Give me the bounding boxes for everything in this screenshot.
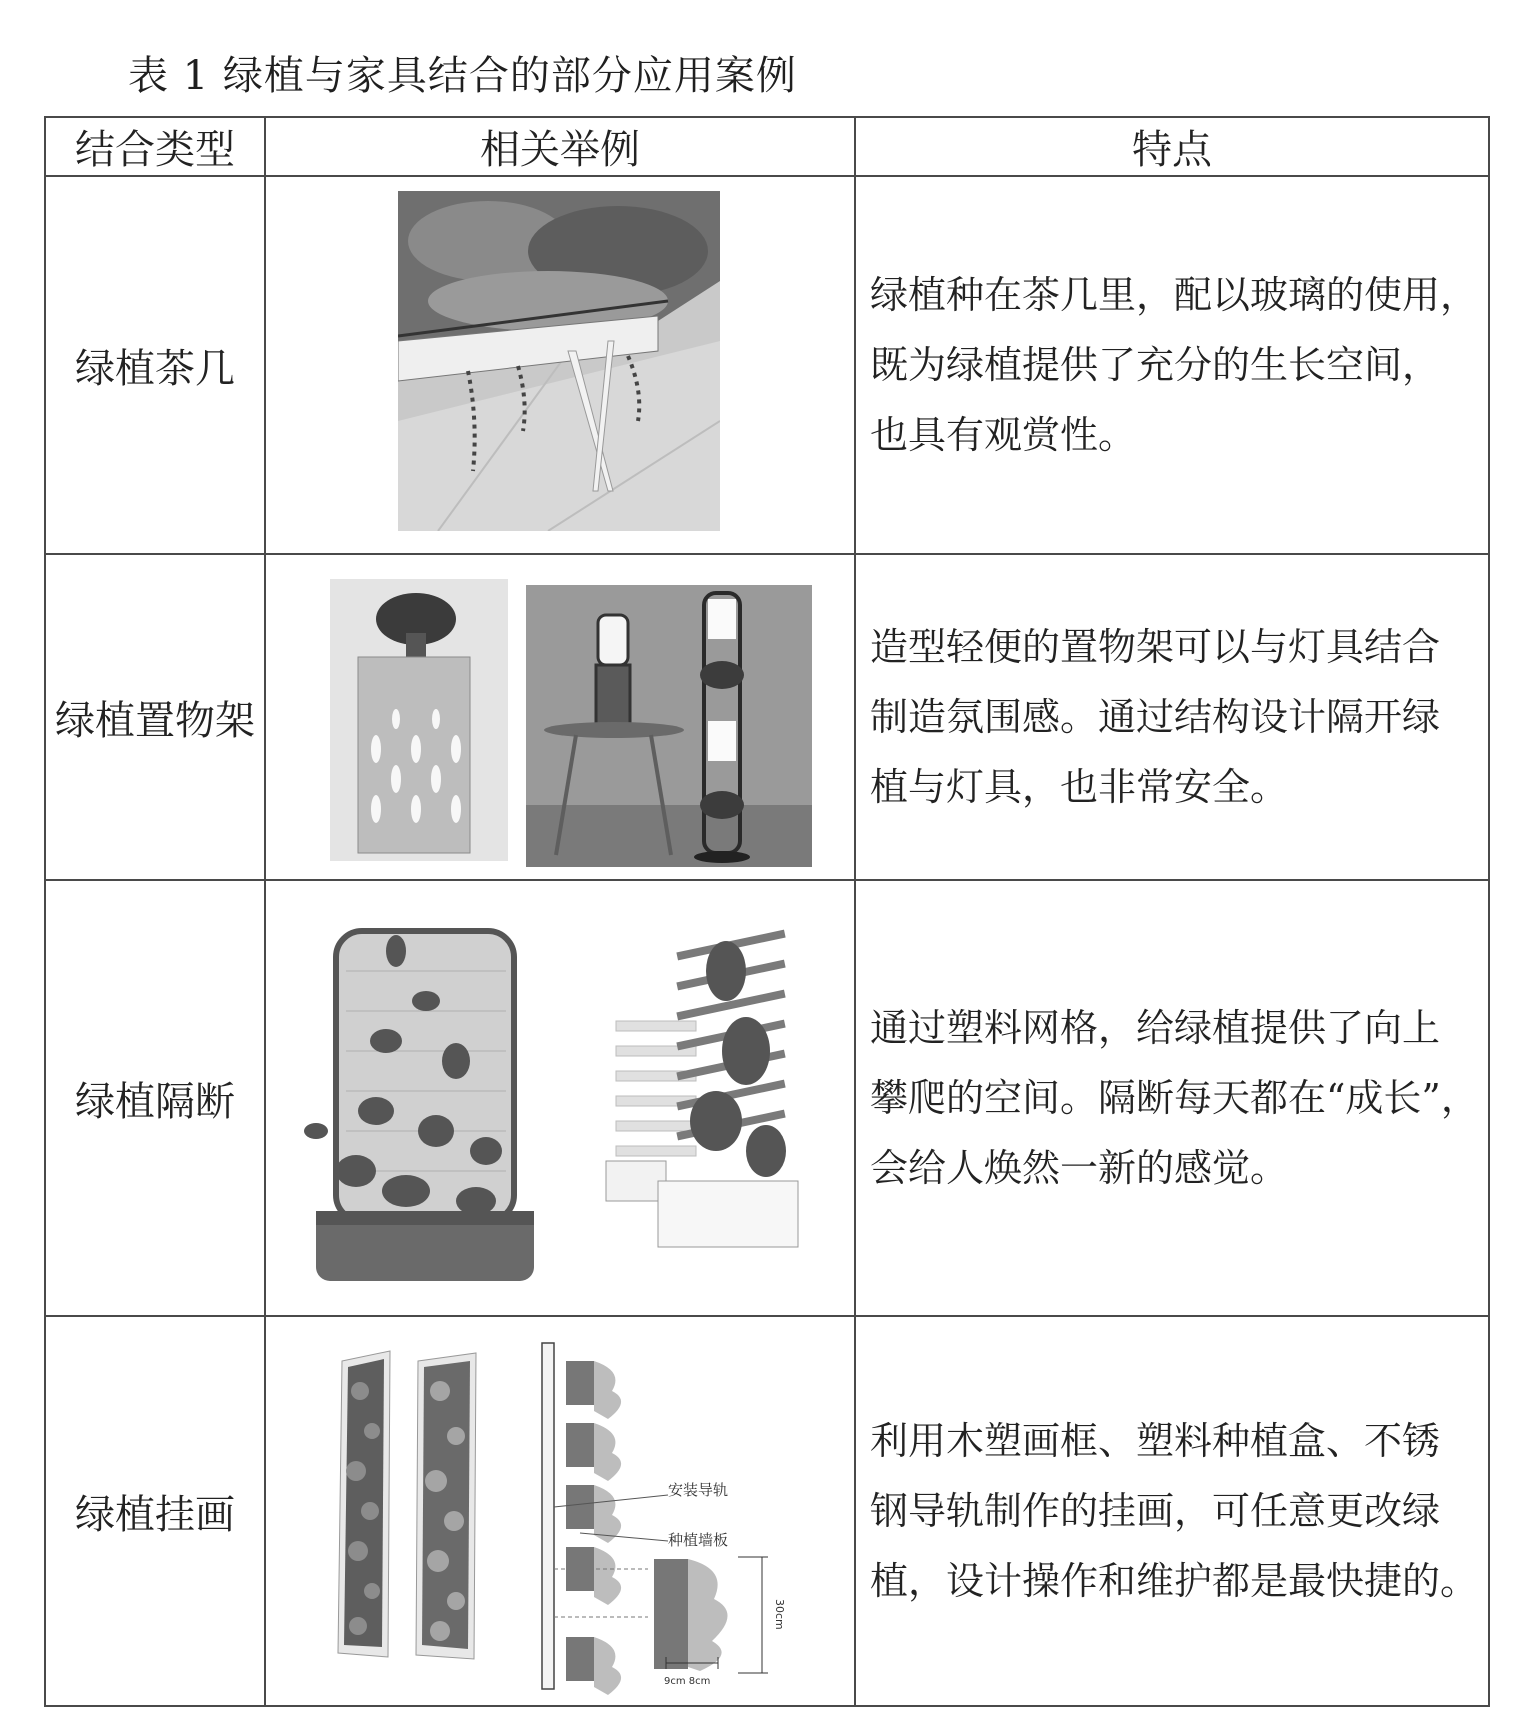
feature-line: 植与灯具，也非常安全。 — [870, 765, 1289, 809]
table-header-row — [45, 117, 1489, 176]
feature-line: 绿植种在茶几里，配以玻璃的使用， — [870, 273, 1479, 317]
table-caption: 表 1 绿植与家具结合的部分应用案例 — [128, 53, 797, 99]
feature-line: 钢导轨制作的挂画，可任意更改绿 — [870, 1489, 1441, 1533]
feature-line: 植，设计操作和维护都是最快捷的。 — [870, 1559, 1479, 1603]
table-row — [45, 1316, 1489, 1706]
feature-line: 制造氛围感。通过结构设计隔开绿 — [870, 695, 1441, 739]
feature-line: 攀爬的空间。隔断每天都在“成长”， — [870, 1076, 1479, 1120]
label-rail: 安装导轨 — [668, 1481, 729, 1499]
grid-partition-photo — [286, 891, 554, 1301]
feature-cell — [855, 554, 1489, 880]
table-row — [45, 880, 1489, 1316]
application-cases-table — [44, 116, 1490, 1707]
label-height: 30cm — [773, 1599, 786, 1630]
lamp-shelf-photo — [526, 585, 812, 867]
label-board: 种植墙板 — [668, 1531, 729, 1549]
table-row — [45, 176, 1489, 554]
header-type: 结合类型 — [45, 117, 265, 176]
example-cell — [265, 880, 855, 1316]
plant-frame-photo-2 — [406, 1341, 486, 1665]
feature-line: 也具有观赏性。 — [870, 413, 1137, 457]
feature-cell — [855, 880, 1489, 1316]
header-examples: 相关举例 — [265, 117, 855, 176]
feature-cell — [855, 1316, 1489, 1706]
wall-system-diagram — [538, 1337, 838, 1697]
type-cell: 绿植挂画 — [45, 1316, 265, 1706]
plant-coffee-table-photo — [398, 191, 720, 531]
header-features: 特点 — [855, 117, 1489, 176]
feature-line: 既为绿植提供了充分的生长空间， — [870, 343, 1441, 387]
table-row — [45, 554, 1489, 880]
feature-line: 通过塑料网格，给绿植提供了向上 — [870, 1006, 1441, 1050]
feature-cell — [855, 176, 1489, 554]
plant-frame-photo-1 — [328, 1341, 400, 1661]
label-width: 9cm 8cm — [664, 1676, 711, 1687]
plant-stand-photo — [330, 579, 508, 861]
example-cell — [265, 176, 855, 554]
example-cell — [265, 554, 855, 880]
example-cell — [265, 1316, 855, 1706]
feature-line: 会给人焕然一新的感觉。 — [870, 1146, 1289, 1190]
feature-line: 造型轻便的置物架可以与灯具结合 — [870, 625, 1441, 669]
type-cell: 绿植置物架 — [45, 554, 265, 880]
feature-line: 利用木塑画框、塑料种植盒、不锈 — [870, 1419, 1441, 1463]
slat-partition-photo — [566, 901, 836, 1261]
type-cell: 绿植茶几 — [45, 176, 265, 554]
type-cell: 绿植隔断 — [45, 880, 265, 1316]
